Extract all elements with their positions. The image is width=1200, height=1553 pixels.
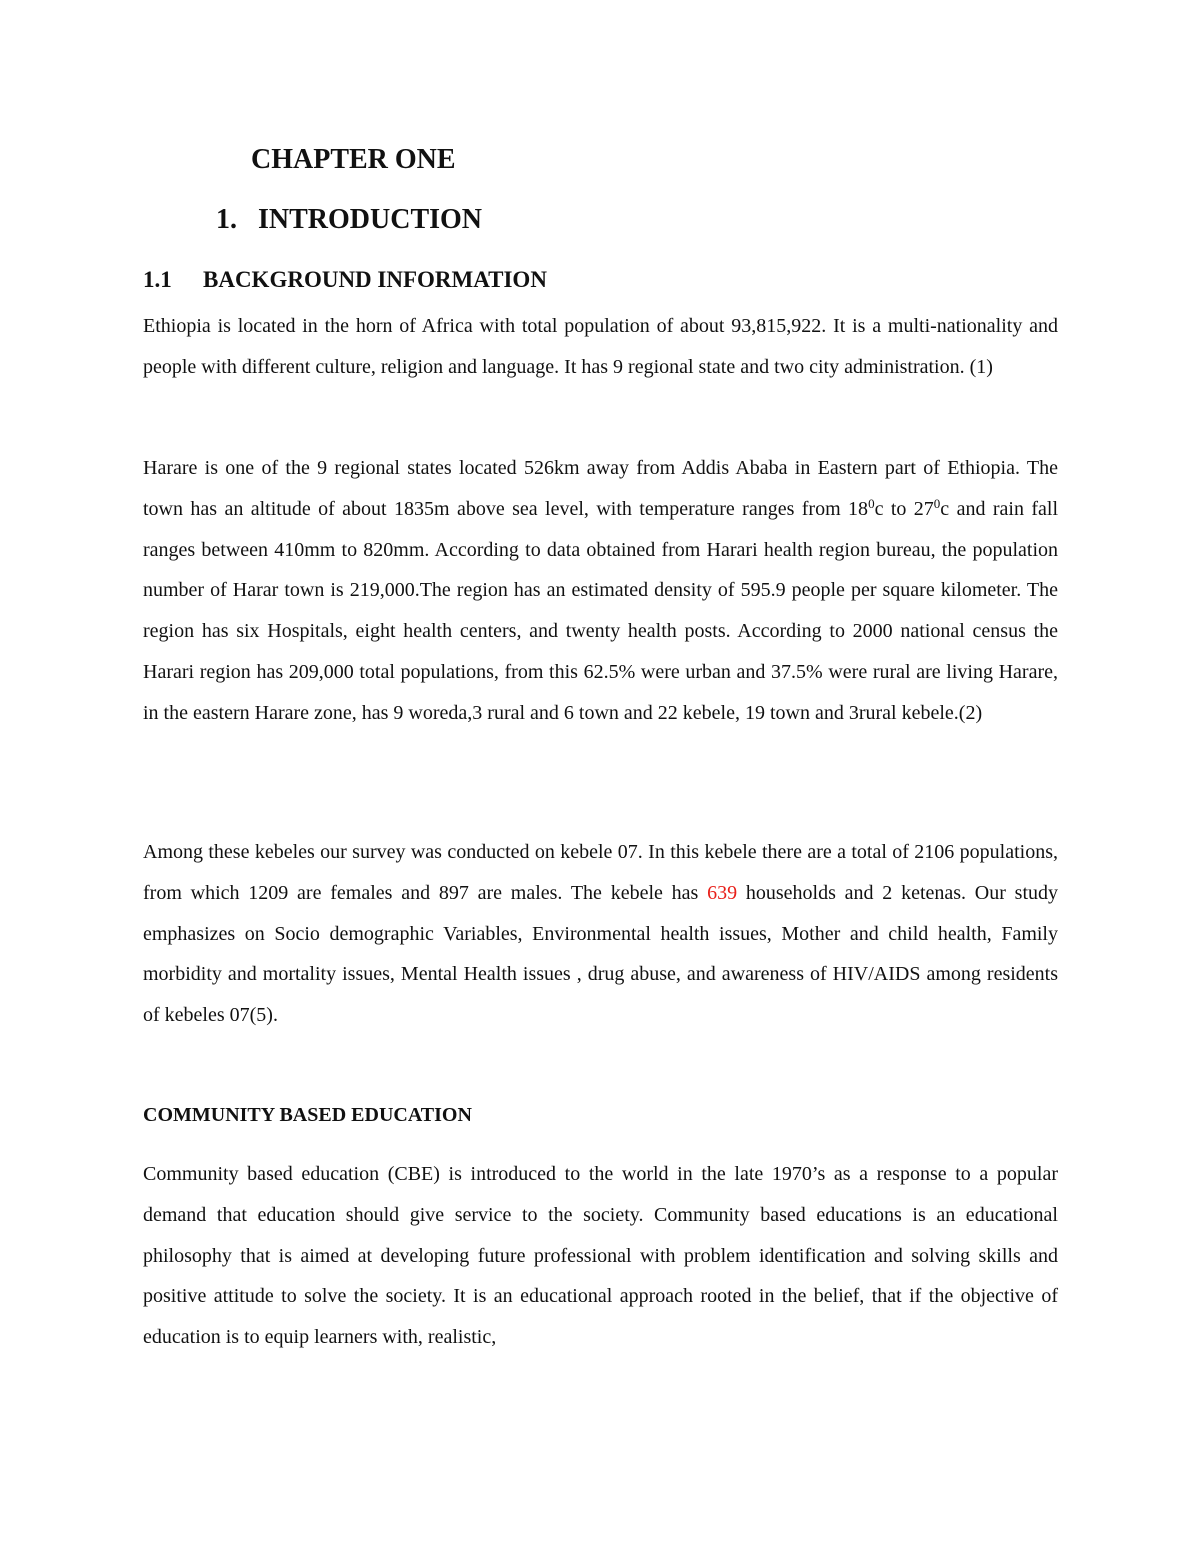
introduction-heading [216, 200, 482, 240]
paragraph-harare [143, 448, 1058, 734]
background-title: BACKGROUND INFORMATION [203, 267, 547, 292]
background-number: 1.1 [143, 267, 172, 292]
harare-text-part3: c and rain fall ranges between 410mm to 820mm. According to data obtained from Harari health region bureau, the population number of Harar town is 219,000.The region has an estimated density of 595.9 people per square kilometer. The region has six Hospitals, eight health centers, and twenty health posts. According to 2000 national census the Harari region has 209,000 total populations, from this 62.5% were urban and 37.5% were rural are living Harare, in the eastern Harare zone, has 9 woreda,3 rural and 6 town and 22 kebele, 19 town and 3rural kebele.(2) [143, 497, 1058, 724]
households-count-highlight: 639 [707, 881, 738, 904]
harare-text-part2: c to 27 [874, 497, 934, 520]
introduction-title: INTRODUCTION [258, 204, 483, 235]
cbe-heading: COMMUNITY BASED EDUCATION [143, 1104, 472, 1126]
paragraph-ethiopia: Ethiopia is located in the horn of Africa with total population of about 93,815,922. It is a multi-nationality and people with different culture, religion and language. It has 9 regional state and two city administration. (1) [143, 315, 1058, 378]
chapter-title: CHAPTER ONE [251, 144, 456, 175]
degree-superscript: 0 [868, 495, 875, 511]
background-heading [143, 262, 547, 298]
degree-superscript: 0 [933, 495, 941, 511]
harare-text-part1: Harare is one of the 9 regional states located 526km away from Addis Ababa in Eastern part of Ethiopia. The town has an altitude of about 1835m above sea level, with temperature ranges from 18 [143, 457, 1058, 520]
paragraph-cbe: Community based education (CBE) is introduced to the world in the late 1970’s as a response to a popular demand that education should give service to the society. Community based educations is an educational philosophy that is aimed at developing future professional with problem identification and solving skills and positive attitude to solve the society. It is an educational approach rooted in the belief, that if the objective of education is to equip learners with, realistic, [143, 1163, 1058, 1349]
kebele-text-part2: households and 2 ketenas. Our study emphasizes on Socio demographic Variables, Environmental health issues, Mother and child health, Family morbidity and mortality issues, Mental Health issues , drug abuse, and awareness of HIV/AIDS among residents of kebeles 07(5). [143, 881, 1059, 1027]
paragraph-kebele [143, 832, 1058, 1036]
kebele-text-part1: Among these kebeles our survey was conducted on kebele 07. In this kebele there are a total of 2106 populations, from which 1209 are females and 897 are males. The kebele has [143, 841, 1058, 904]
introduction-number: 1. [216, 204, 237, 235]
